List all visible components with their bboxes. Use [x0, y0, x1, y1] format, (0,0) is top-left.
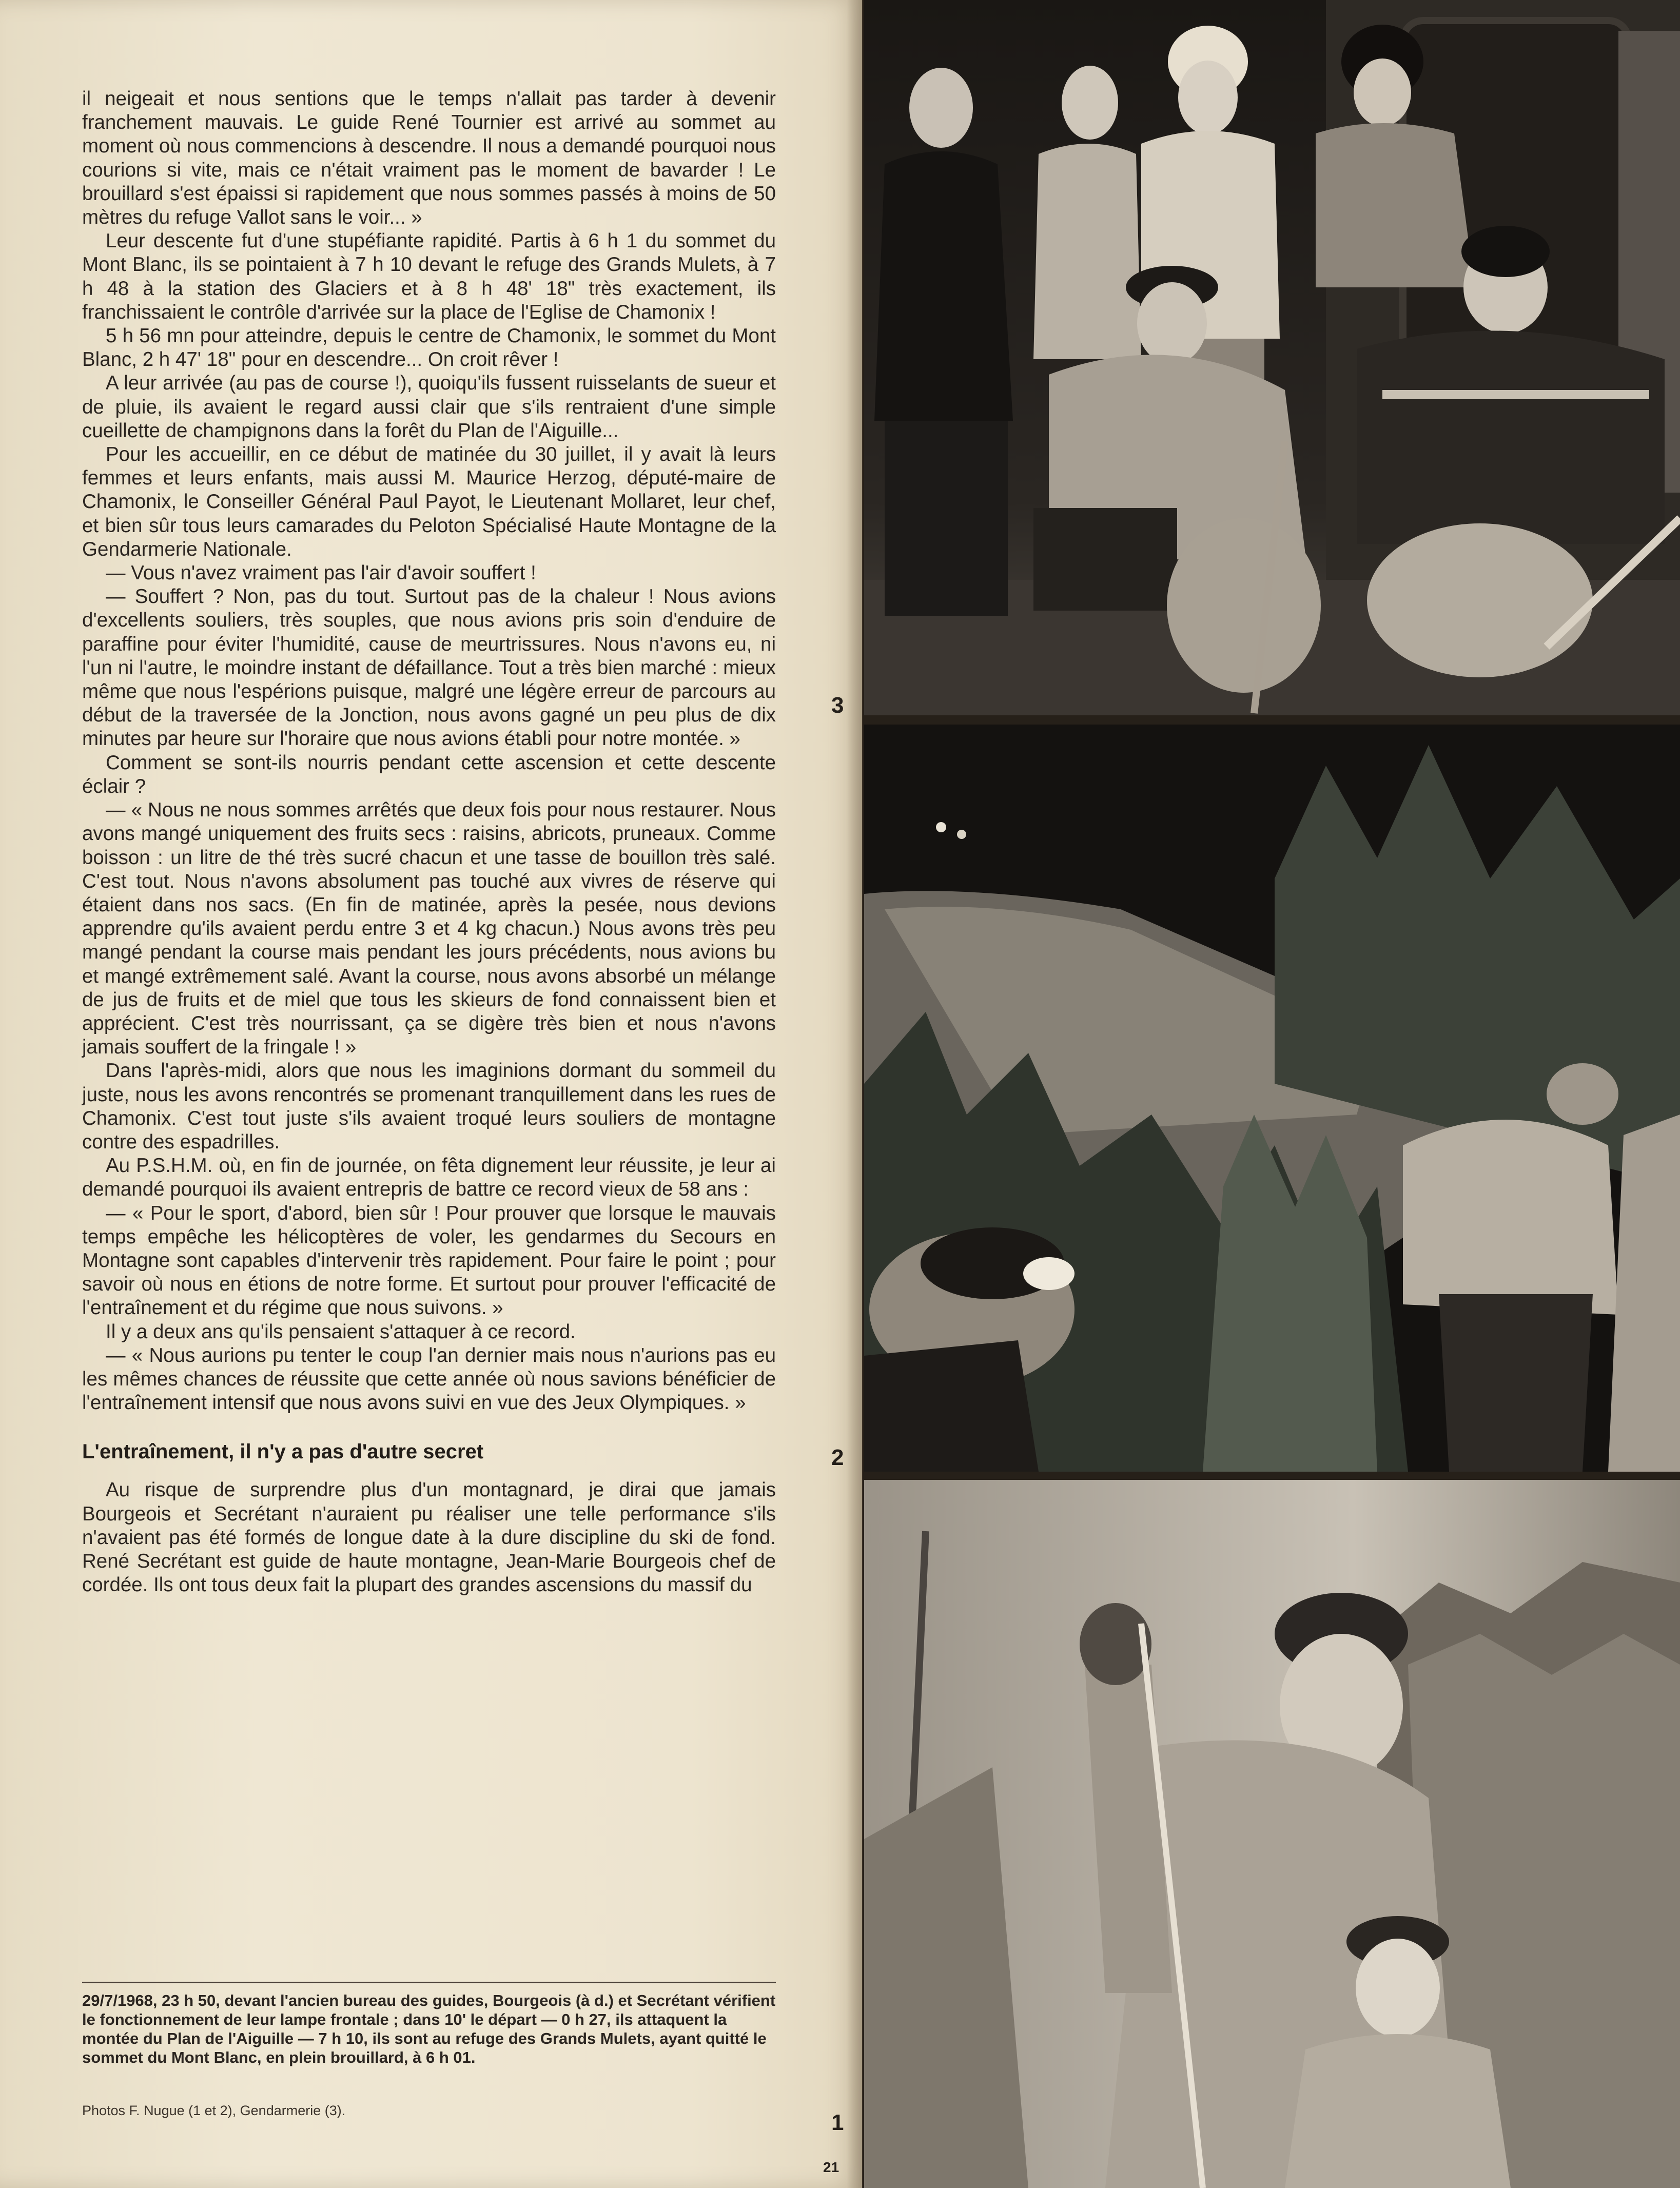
article-paragraph: — « Nous ne nous sommes arrêtés que deux fois pour nous restaurer. Nous avons mangé uniquement des fruits secs : raisins, abricots, pruneaux. Comme boisson : un litre de thé très sucré chacun et une tasse de bouillon très salé. C'est tout. Nous n'avons absolument pas touché aux vivres de réserve qui étaient dans nos sacs. (En fin de matinée, après la pesée, nous devions apprendre qu'ils avaient perdu entre 3 et 4 kg chacun.) Nous avons très peu mangé pendant la course mais pendant les jours précédents, nous avions bu et mangé extrêmement salé. Avant la course, nous avons absorbé un mélange de jus de fruits et de miel que tous les skieurs de fond connaissent bien et apprécient. C'est très nourrissant, ça se digère très bien et nous n'avons jamais souffert de la fringale ! » — [82, 799, 776, 1059]
article-paragraph: Au risque de surprendre plus d'un montagnard, je dirai que jamais Bourgeois et Secrétant n'auraient pu réaliser une telle performance s'ils n'avaient pas été formés de longue date à la dure discipline du ski de fond. René Secrétant est guide de haute montagne, Jean-Marie Bourgeois chef de cordée. Ils ont tous deux fait la plupart des grandes ascensions du massif du — [82, 1479, 776, 1596]
article-paragraph: — Souffert ? Non, pas du tout. Surtout pas de la chaleur ! Nous avions d'excellents souliers, très souples, que nous avions pris soin d'enduire de paraffine pour éviter l'humidité, cause de meurtrissures. Nous n'avons eu, ni l'un ni l'autre, le moindre instant de défaillance. Tout a très bien marché : mieux même que nous l'espérions puisque, malgré une légère erreur de parcours au début de la traversée de la Jonction, nous avons gagné un peu plus de dix minutes par heure sur l'horaire que nous avions établi pour notre montée. » — [82, 585, 776, 750]
article-paragraph: il neigeait et nous sentions que le temps n'allait pas tarder à devenir franchement mauvais. Le guide René Tournier est arrivé au sommet au moment où nous commencions à descendre. Il nous a demandé pourquoi nous courions si vite, mais ce n'était vraiment pas le moment de bavarder ! Le brouillard s'est épaissi si rapidement que nous sommes passés à moins de 50 mètres du refuge Vallot sans le voir... » — [82, 88, 776, 229]
photo-number-2: 2 — [831, 1445, 844, 1470]
photo-climbers-closeup — [864, 1480, 1680, 2188]
article-paragraph: A leur arrivée (au pas de course !), quoiqu'ils fussent ruisselants de sueur et de pluie, ils avaient le regard aussi clair que s'ils rentraient d'une simple cueillette de champignons dans la forêt du Plan de l'Aiguille... — [82, 372, 776, 442]
photo-credits: Photos F. Nugue (1 et 2), Gendarmerie (3). — [82, 2103, 346, 2118]
article-paragraph: Pour les accueillir, en ce début de matinée du 30 juillet, il y avait là leurs femmes et leurs enfants, mais aussi M. Maurice Herzog, député-maire de Chamonix, le Conseiller Général Paul Payot, le Lieutenant Mollaret, leur chef, et bien sûr tous leurs camarades du Peloton Spécialisé Haute Montagne de la Gendarmerie Nationale. — [82, 443, 776, 560]
article-paragraph: Dans l'après-midi, alors que nous les imaginions dormant du sommeil du juste, nous les avons rencontrés se promenant tranquillement dans les rues de Chamonix. C'est tout juste s'ils avaient troqué leurs souliers de montagne contre des espadrilles. — [82, 1060, 776, 1153]
photo-climbers-closeup-image — [864, 1480, 1680, 2188]
page-number: 21 — [823, 2159, 839, 2175]
article-paragraph: — Vous n'avez vraiment pas l'air d'avoir souffert ! — [106, 562, 536, 584]
article-paragraph: 5 h 56 mn pour atteindre, depuis le centre de Chamonix, le sommet du Mont Blanc, 2 h 47' 18" pour en descendre... On croit rêver ! — [82, 325, 776, 371]
article-paragraph: — « Pour le sport, d'abord, bien sûr ! Pour prouver que lorsque le mauvais temps empêche les hélicoptères de voler, les gendarmes du Secours en Montagne sont capables d'intervenir très rapidement. Pour faire le point ; pour savoir où nous en étions de notre forme. Et surtout pour prouver l'efficacité de l'entraînement et du régime que nous suivons. » — [82, 1202, 776, 1319]
article-paragraph: — « Nous aurions pu tenter le coup l'an dernier mais nous n'aurions pas eu les mêmes chances de réussite que cette année où nous savions bénéficier de l'entraînement intensif que nous avons suivi en vue des Jeux Olympiques. » — [82, 1344, 776, 1414]
article-paragraph: Comment se sont-ils nourris pendant cette ascension et cette descente éclair ? — [82, 751, 776, 797]
article-paragraph: Il y a deux ans qu'ils pensaient s'attaquer à ce record. — [106, 1320, 576, 1343]
page-spine-shadow — [847, 0, 863, 2188]
caption-divider — [82, 1982, 776, 1983]
photo-night-climb — [864, 725, 1680, 1472]
article-paragraph: Leur descente fut d'une stupéfiante rapidité. Partis à 6 h 1 du sommet du Mont Blanc, ils se pointaient à 7 h 10 devant le refuge des Grands Mulets, à 7 h 48 à la station des Glaciers et à 8 h 48' 18" très exactement, ils franchissaient le contrôle d'arrivée sur la place de l'Eglise de Chamonix ! — [82, 230, 776, 323]
photo-night-climb-image — [864, 725, 1680, 1472]
article-paragraph: Au P.S.H.M. où, en fin de journée, on fêta dignement leur réussite, je leur ai demandé pourquoi ils avaient entrepris de battre ce record vieux de 58 ans : — [82, 1155, 776, 1201]
photo-caption — [82, 1991, 776, 2067]
article-body — [82, 87, 776, 1597]
photo-group-night-image — [864, 0, 1680, 715]
caption-text: 29/7/1968, 23 h 50, devant l'ancien bureau des guides, Bourgeois (à d.) et Secrétant vérifient le fonctionnement de leur lampe frontale ; dans 10' le départ — 0 h 27, ils attaquent la montée du Plan de l'Aiguille — 7 h 10, ils sont au refuge des Grands Mulets, ayant quitté le sommet du Mont Blanc, en plein brouillard, à 6 h 01. — [82, 1991, 776, 2066]
article-subheading: L'entraînement, il n'y a pas d'autre secret — [82, 1440, 484, 1463]
photo-number-1: 1 — [831, 2110, 844, 2135]
photo-number-3: 3 — [831, 693, 844, 718]
photo-group-night — [864, 0, 1680, 715]
